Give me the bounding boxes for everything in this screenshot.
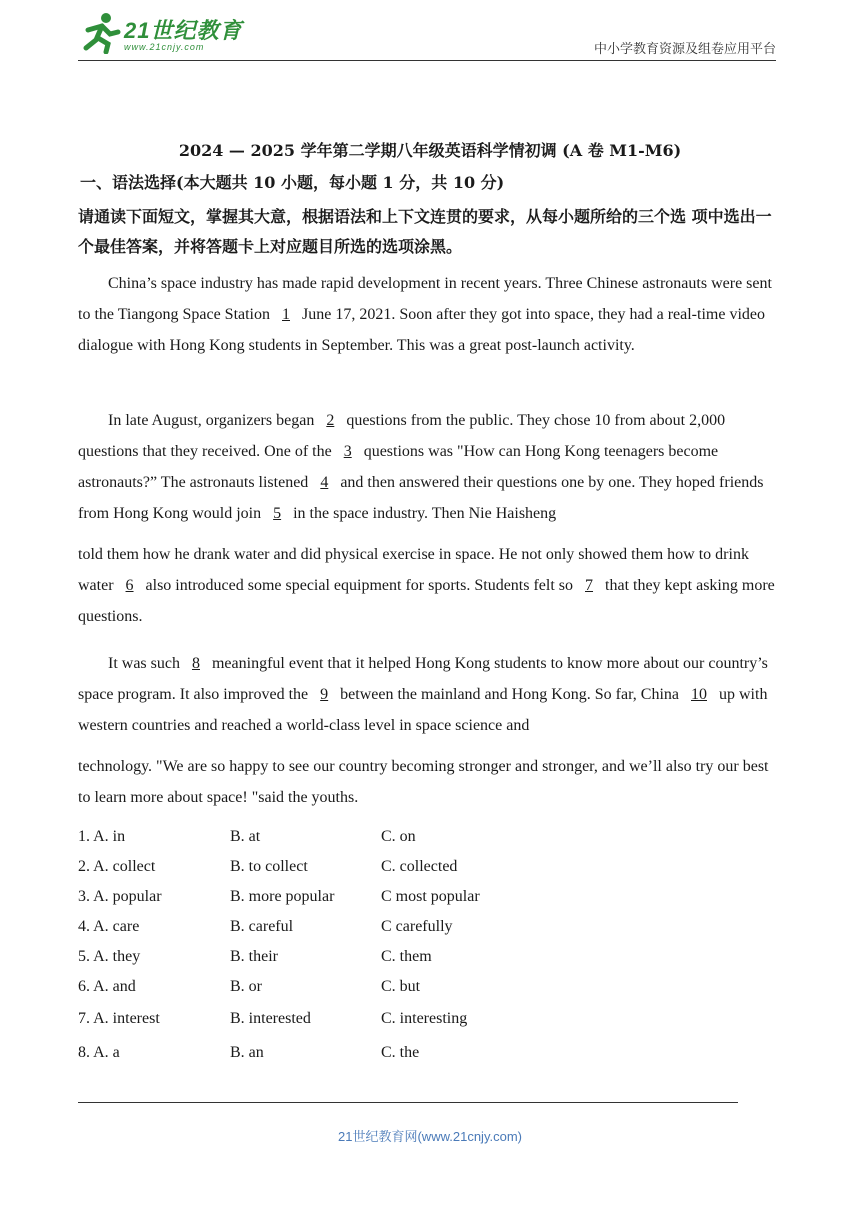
passage-text: that they kept asking more questions. — [78, 577, 775, 625]
passage-text: also introduced some special equipment for sports. Students felt so — [141, 577, 578, 594]
option-a: 1. A. in — [78, 828, 126, 845]
option-row — [78, 918, 538, 948]
option-b: B. at — [230, 828, 261, 845]
passage-text: questions was "How can Hong Kong teenagers become astronauts?” The astronauts listened — [78, 443, 719, 491]
platform-name: 中小学教育资源及组卷应用平台 — [593, 42, 776, 57]
footer-link[interactable]: 21世纪教育网(www.21cnjy.com) — [338, 1129, 522, 1144]
passage-paragraph-1 — [78, 268, 784, 361]
blank-10: 10 — [691, 686, 707, 703]
passage-text: up with western countries and reached a world-class level in space science and — [78, 686, 768, 734]
passage-text: technology. "We are so happy to see our country becoming stronger and stronger, and we’ll also try our best to learn more about space! "said the youths. — [78, 758, 769, 806]
option-a: 4. A. care — [78, 918, 140, 935]
blank-7: 7 — [585, 577, 594, 594]
passage-text: and then answered their questions one by one. They hoped friends from Hong Kong would join — [78, 474, 764, 522]
option-row — [78, 1044, 538, 1074]
option-b: B. interested — [230, 1010, 311, 1027]
blank-2: 2 — [326, 412, 335, 429]
option-a: 8. A. a — [78, 1044, 120, 1061]
option-a: 3. A. popular — [78, 888, 162, 905]
section-heading: 一、语法选择(本大题共 10 小题，每小题 1 分，共 10 分) — [80, 173, 505, 192]
option-a: 5. A. they — [78, 948, 141, 965]
answer-options — [78, 828, 538, 1074]
option-b: B. careful — [230, 918, 294, 935]
option-c: C. interesting — [381, 1010, 468, 1027]
option-c: C carefully — [381, 918, 453, 935]
option-b: B. or — [230, 978, 262, 995]
blank-9: 9 — [320, 686, 329, 703]
logo — [78, 10, 248, 56]
blank-8: 8 — [191, 655, 200, 672]
passage-text: June 17, 2021. Soon after they got into space, they had a real-time video dialogue with Hong Kong students in September. This was a great post-launch activity. — [78, 306, 765, 354]
passage-paragraph-3 — [78, 648, 784, 813]
logo-text: 21世纪教育 — [124, 18, 243, 43]
option-b: B. to collect — [230, 858, 308, 875]
blank-4: 4 — [320, 474, 329, 491]
passage-text: questions from the public. They chose 10 from about 2,000 questions that they received. One of the — [78, 412, 726, 460]
passage-text: In late August, organizers began — [108, 412, 319, 429]
option-a: 7. A. interest — [78, 1010, 160, 1027]
option-row — [78, 948, 538, 978]
option-row — [78, 888, 538, 918]
option-c: C. collected — [381, 858, 458, 875]
option-c: C most popular — [381, 888, 480, 905]
option-row — [78, 978, 538, 1010]
blank-1: 1 — [282, 306, 290, 323]
option-a: 6. A. and — [78, 978, 136, 995]
blank-6: 6 — [125, 577, 134, 594]
blank-5: 5 — [273, 505, 282, 522]
option-c: C. them — [381, 948, 432, 965]
option-row — [78, 1010, 538, 1044]
footer-divider — [78, 1102, 738, 1103]
option-a: 2. A. collect — [78, 858, 156, 875]
passage-text: meaningful event that it helped Hong Kong students to know more about our country’s space program. It also improved the — [78, 655, 768, 703]
passage-text: It was such — [108, 655, 184, 672]
option-row — [78, 828, 538, 858]
option-b: B. their — [230, 948, 278, 965]
option-b: B. more popular — [230, 888, 335, 905]
passage-text: China’s space industry has made rapid development in recent years. Three Chinese astronauts were sent to the Tiangong Space Station — [78, 275, 772, 323]
passage-paragraph-2 — [78, 405, 784, 632]
option-c: C. the — [381, 1044, 420, 1061]
logo-url: www.21cnjy.com — [124, 42, 205, 52]
instructions: 请通读下面短文，掌握其大意，根据语法和上下文连贯的要求，从每小题所给的三个选 项中选出一个最佳答案，并将答题卡上对应题目所选的选项涂黑。 — [78, 207, 772, 256]
option-c: C. but — [381, 978, 421, 995]
blank-3: 3 — [343, 443, 352, 460]
passage-text: told them how he drank water and did physical exercise in space. He not only showed them how to drink water — [78, 546, 749, 594]
option-c: C. on — [381, 828, 416, 845]
option-b: B. an — [230, 1044, 264, 1061]
option-row — [78, 858, 538, 888]
passage-text: between the mainland and Hong Kong. So far, China — [336, 686, 683, 703]
exam-title: 2024 — 2025 学年第二学期八年级英语科学情初调 (A 卷 M1-M6) — [178, 141, 682, 160]
page-header — [78, 8, 776, 61]
runner-logo-icon — [78, 10, 122, 54]
passage-text: in the space industry. Then Nie Haisheng — [289, 505, 557, 522]
